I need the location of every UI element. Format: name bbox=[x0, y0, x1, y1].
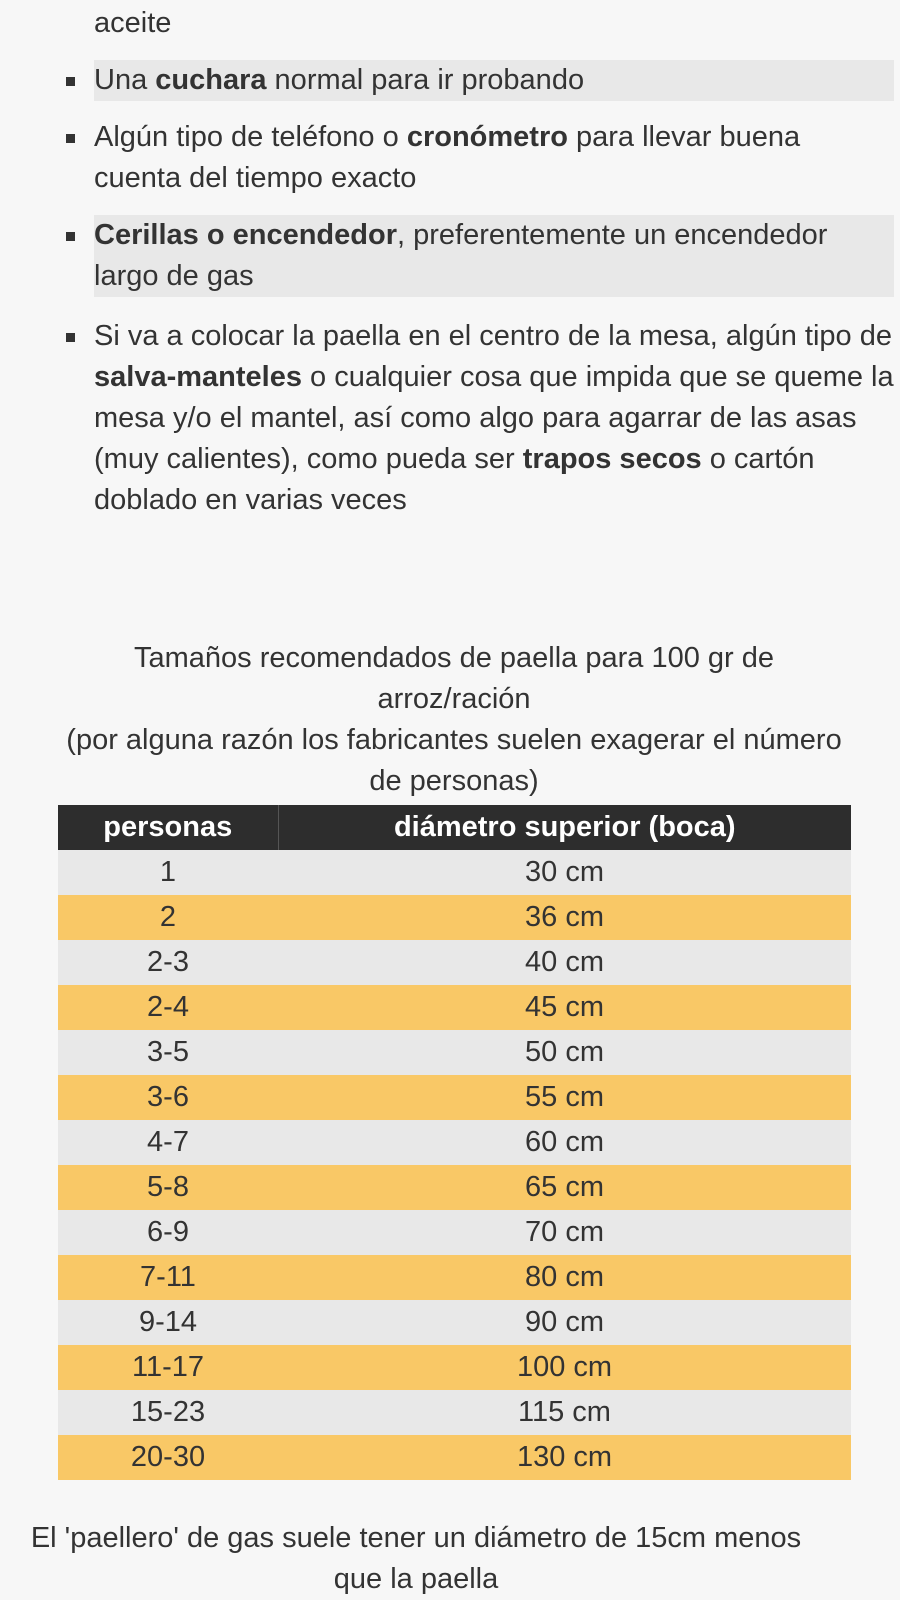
bullet-square-icon bbox=[66, 77, 75, 86]
table-row bbox=[58, 1120, 851, 1165]
cell-diametro: 40 cm bbox=[278, 940, 851, 985]
cell-personas: 20-30 bbox=[58, 1435, 278, 1480]
table-row bbox=[58, 940, 851, 985]
table-row bbox=[58, 1255, 851, 1300]
cell-diametro: 65 cm bbox=[278, 1165, 851, 1210]
cell-diametro: 45 cm bbox=[278, 985, 851, 1030]
list-item-continuation: aceite bbox=[94, 7, 172, 39]
cell-diametro: 90 cm bbox=[278, 1300, 851, 1345]
table-row bbox=[58, 1345, 851, 1390]
cell-personas: 1 bbox=[58, 850, 278, 895]
caption-title: Tamaños recomendados de paella para 100 gr de arroz/ración bbox=[133, 642, 775, 715]
list-item: Una cuchara normal para ir probando bbox=[94, 60, 894, 101]
table-row bbox=[58, 1165, 851, 1210]
bullet-square-icon bbox=[66, 232, 75, 241]
cell-diametro: 80 cm bbox=[278, 1255, 851, 1300]
bullet-square-icon bbox=[66, 333, 75, 342]
footnote: El 'paellero' de gas suele tener un diámetro de 15cm menos que la paella bbox=[30, 1522, 802, 1595]
cell-personas: 2 bbox=[58, 895, 278, 940]
cell-diametro: 115 cm bbox=[278, 1390, 851, 1435]
table-row bbox=[58, 985, 851, 1030]
column-header-diametro: diámetro superior (boca) bbox=[278, 805, 851, 850]
table-row bbox=[58, 1075, 851, 1120]
table-row bbox=[58, 1435, 851, 1480]
cell-personas: 9-14 bbox=[58, 1300, 278, 1345]
table-row bbox=[58, 895, 851, 940]
cell-personas: 6-9 bbox=[58, 1210, 278, 1255]
paella-size-table bbox=[58, 805, 851, 1480]
cell-personas: 5-8 bbox=[58, 1165, 278, 1210]
table-row bbox=[58, 1300, 851, 1345]
cell-diametro: 55 cm bbox=[278, 1075, 851, 1120]
cell-personas: 4-7 bbox=[58, 1120, 278, 1165]
cell-diametro: 100 cm bbox=[278, 1345, 851, 1390]
cell-personas: 11-17 bbox=[58, 1345, 278, 1390]
list-item: Si va a colocar la paella en el centro de la mesa, algún tipo de salva-manteles o cualquier cosa que impida que se queme la mesa y/o el mantel, así como algo para agarrar de las asas (muy calientes), como pueda ser trapos secos o cartón doblado en varias veces bbox=[94, 316, 894, 521]
cell-diametro: 36 cm bbox=[278, 895, 851, 940]
table-row bbox=[58, 1210, 851, 1255]
table-row bbox=[58, 1030, 851, 1075]
table-caption bbox=[58, 638, 850, 802]
bullet-square-icon bbox=[66, 134, 75, 143]
table-header-row bbox=[58, 805, 851, 850]
cell-diametro: 50 cm bbox=[278, 1030, 851, 1075]
cell-personas: 7-11 bbox=[58, 1255, 278, 1300]
cell-personas: 3-5 bbox=[58, 1030, 278, 1075]
cell-diametro: 70 cm bbox=[278, 1210, 851, 1255]
cell-diametro: 130 cm bbox=[278, 1435, 851, 1480]
table-row bbox=[58, 1390, 851, 1435]
cell-diametro: 60 cm bbox=[278, 1120, 851, 1165]
caption-note: (por alguna razón los fabricantes suelen exagerar el número de personas) bbox=[66, 724, 842, 797]
column-header-personas: personas bbox=[58, 805, 278, 850]
list-item: Cerillas o encendedor, preferentemente un encendedor largo de gas bbox=[94, 215, 894, 297]
cell-diametro: 30 cm bbox=[278, 850, 851, 895]
cell-personas: 2-3 bbox=[58, 940, 278, 985]
cell-personas: 2-4 bbox=[58, 985, 278, 1030]
table-row bbox=[58, 850, 851, 895]
list-item: Algún tipo de teléfono o cronómetro para llevar buena cuenta del tiempo exacto bbox=[94, 117, 894, 199]
cell-personas: 3-6 bbox=[58, 1075, 278, 1120]
cell-personas: 15-23 bbox=[58, 1390, 278, 1435]
